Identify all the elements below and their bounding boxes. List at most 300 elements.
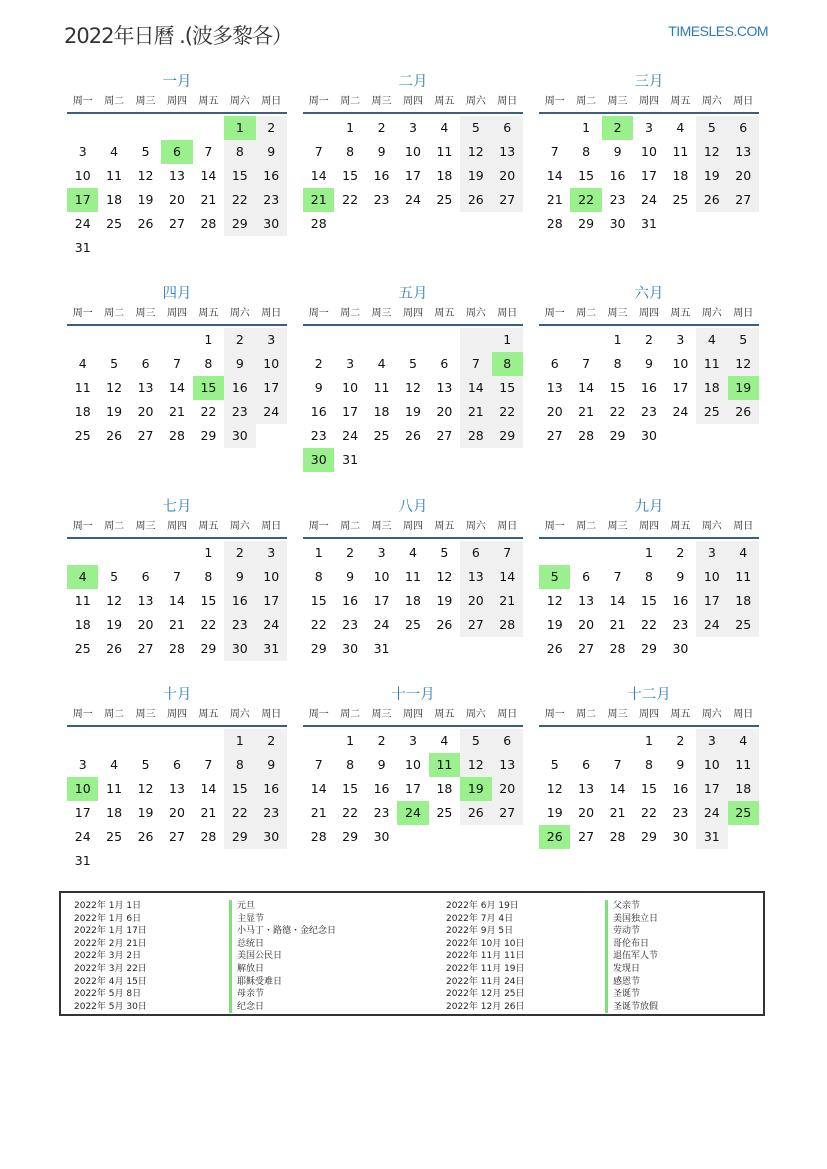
day-cell[interactable]: 14 (546, 168, 563, 183)
day-cell[interactable]: 14 (460, 376, 491, 400)
day-cell[interactable]: 22 (342, 805, 359, 820)
day-cell[interactable]: 5 (110, 569, 119, 584)
day-cell[interactable]: 30 (256, 212, 287, 236)
day-cell[interactable]: 14 (492, 565, 523, 589)
day-cell[interactable]: 3 (256, 328, 287, 352)
day-cell[interactable]: 24 (641, 192, 657, 207)
day-cell[interactable]: 26 (106, 428, 123, 443)
day-cell[interactable]: 27 (578, 641, 595, 656)
day-cell[interactable]: 17 (405, 781, 421, 796)
day-cell[interactable]: 6 (582, 757, 591, 772)
day-cell[interactable]: 30 (256, 825, 287, 849)
day-cell[interactable]: 27 (169, 829, 185, 844)
day-cell[interactable]: 6 (440, 356, 449, 371)
day-cell[interactable]: 14 (578, 380, 595, 395)
day-cell[interactable]: 5 (460, 729, 491, 753)
day-cell[interactable]: 20 (728, 164, 759, 188)
day-cell[interactable]: 18 (106, 192, 123, 207)
day-cell[interactable]: 6 (141, 356, 150, 371)
day-cell[interactable]: 25 (728, 801, 759, 825)
day-cell[interactable]: 14 (310, 781, 327, 796)
day-cell[interactable]: 21 (609, 805, 626, 820)
day-cell[interactable]: 30 (672, 641, 689, 656)
day-cell[interactable]: 4 (377, 356, 386, 371)
day-cell[interactable]: 2 (256, 729, 287, 753)
day-cell[interactable]: 13 (137, 380, 154, 395)
day-cell[interactable]: 9 (314, 380, 323, 395)
day-cell[interactable]: 17 (256, 376, 287, 400)
day-cell[interactable]: 15 (492, 376, 523, 400)
day-cell[interactable]: 21 (200, 192, 217, 207)
day-cell[interactable]: 15 (224, 777, 255, 801)
day-cell[interactable]: 22 (224, 801, 255, 825)
day-cell[interactable]: 29 (609, 428, 626, 443)
day-cell[interactable]: 30 (641, 428, 657, 443)
day-cell[interactable]: 5 (539, 565, 570, 589)
day-cell[interactable]: 29 (641, 829, 657, 844)
day-cell[interactable]: 22 (200, 617, 217, 632)
day-cell[interactable]: 2 (256, 116, 287, 140)
day-cell[interactable]: 20 (492, 777, 523, 801)
day-cell[interactable]: 14 (200, 168, 217, 183)
day-cell[interactable]: 23 (224, 613, 255, 637)
day-cell[interactable]: 5 (460, 116, 491, 140)
day-cell[interactable]: 15 (578, 168, 595, 183)
day-cell[interactable]: 27 (460, 613, 491, 637)
day-cell[interactable]: 25 (728, 613, 759, 637)
day-cell[interactable]: 3 (346, 356, 355, 371)
day-cell[interactable]: 30 (224, 637, 255, 661)
day-cell[interactable]: 10 (696, 565, 727, 589)
day-cell[interactable]: 5 (409, 356, 417, 371)
day-cell[interactable]: 28 (200, 829, 217, 844)
day-cell[interactable]: 4 (676, 120, 685, 135)
day-cell[interactable]: 21 (169, 617, 185, 632)
day-cell[interactable]: 15 (342, 168, 359, 183)
day-cell[interactable]: 19 (696, 164, 727, 188)
day-cell[interactable]: 6 (141, 569, 150, 584)
day-cell[interactable]: 7 (204, 144, 213, 159)
day-cell[interactable]: 5 (696, 116, 727, 140)
day-cell[interactable]: 16 (641, 380, 657, 395)
day-cell[interactable]: 25 (405, 617, 421, 632)
day-cell[interactable]: 30 (672, 829, 689, 844)
day-cell[interactable]: 26 (137, 216, 154, 231)
day-cell[interactable]: 7 (550, 144, 559, 159)
day-cell[interactable]: 18 (74, 404, 91, 419)
day-cell[interactable]: 10 (67, 777, 98, 801)
day-cell[interactable]: 22 (342, 192, 359, 207)
day-cell[interactable]: 24 (397, 801, 428, 825)
day-cell[interactable]: 18 (106, 805, 123, 820)
day-cell[interactable]: 10 (641, 144, 657, 159)
day-cell[interactable]: 19 (728, 376, 759, 400)
day-cell[interactable]: 29 (200, 428, 217, 443)
day-cell[interactable]: 14 (609, 593, 626, 608)
day-cell[interactable]: 12 (137, 781, 154, 796)
day-cell[interactable]: 15 (193, 376, 224, 400)
day-cell[interactable]: 16 (256, 777, 287, 801)
day-cell[interactable]: 1 (204, 332, 213, 347)
day-cell[interactable]: 23 (342, 617, 359, 632)
day-cell[interactable]: 13 (546, 380, 563, 395)
day-cell[interactable]: 13 (728, 140, 759, 164)
day-cell[interactable]: 3 (645, 120, 653, 135)
day-cell[interactable]: 4 (728, 541, 759, 565)
day-cell[interactable]: 20 (578, 805, 595, 820)
day-cell[interactable]: 4 (440, 120, 449, 135)
day-cell[interactable]: 7 (460, 352, 491, 376)
day-cell[interactable]: 28 (492, 613, 523, 637)
day-cell[interactable]: 28 (310, 829, 327, 844)
day-cell[interactable]: 15 (342, 781, 359, 796)
day-cell[interactable]: 1 (224, 729, 255, 753)
day-cell[interactable]: 11 (728, 753, 759, 777)
day-cell[interactable]: 22 (310, 617, 327, 632)
day-cell[interactable]: 6 (173, 757, 181, 772)
day-cell[interactable]: 3 (256, 541, 287, 565)
day-cell[interactable]: 3 (78, 144, 87, 159)
day-cell[interactable]: 11 (106, 781, 123, 796)
day-cell[interactable]: 10 (405, 144, 421, 159)
day-cell[interactable]: 27 (492, 188, 523, 212)
day-cell[interactable]: 7 (582, 356, 591, 371)
day-cell[interactable]: 10 (256, 352, 287, 376)
day-cell[interactable]: 4 (409, 545, 417, 560)
day-cell[interactable]: 11 (74, 593, 91, 608)
day-cell[interactable]: 3 (409, 120, 417, 135)
day-cell[interactable]: 24 (405, 192, 421, 207)
day-cell[interactable]: 4 (110, 144, 119, 159)
day-cell[interactable]: 19 (106, 404, 123, 419)
day-cell[interactable]: 15 (641, 593, 657, 608)
day-cell[interactable]: 14 (310, 168, 327, 183)
day-cell[interactable]: 16 (373, 168, 390, 183)
day-cell[interactable]: 17 (74, 805, 91, 820)
day-cell[interactable]: 31 (342, 452, 359, 467)
day-cell[interactable]: 19 (546, 805, 563, 820)
day-cell[interactable]: 28 (546, 216, 563, 231)
day-cell[interactable]: 4 (440, 733, 449, 748)
day-cell[interactable]: 17 (67, 188, 98, 212)
day-cell[interactable]: 12 (696, 140, 727, 164)
day-cell[interactable]: 17 (405, 168, 421, 183)
day-cell[interactable]: 15 (200, 593, 217, 608)
day-cell[interactable]: 13 (436, 380, 453, 395)
day-cell[interactable]: 9 (377, 757, 386, 772)
day-cell[interactable]: 5 (440, 545, 449, 560)
day-cell[interactable]: 11 (74, 380, 91, 395)
day-cell[interactable]: 23 (256, 801, 287, 825)
day-cell[interactable]: 19 (106, 617, 123, 632)
day-cell[interactable]: 8 (346, 144, 355, 159)
day-cell[interactable]: 6 (161, 140, 192, 164)
day-cell[interactable]: 30 (342, 641, 359, 656)
day-cell[interactable]: 26 (546, 641, 563, 656)
day-cell[interactable]: 24 (74, 216, 91, 231)
day-cell[interactable]: 14 (609, 781, 626, 796)
day-cell[interactable]: 28 (578, 428, 595, 443)
day-cell[interactable]: 8 (582, 144, 591, 159)
day-cell[interactable]: 13 (492, 753, 523, 777)
day-cell[interactable]: 26 (539, 825, 570, 849)
day-cell[interactable]: 19 (137, 192, 154, 207)
day-cell[interactable]: 17 (342, 404, 359, 419)
day-cell[interactable]: 31 (256, 637, 287, 661)
day-cell[interactable]: 2 (676, 733, 685, 748)
day-cell[interactable]: 12 (546, 781, 563, 796)
day-cell[interactable]: 25 (373, 428, 390, 443)
day-cell[interactable]: 11 (405, 569, 421, 584)
day-cell[interactable]: 5 (141, 144, 150, 159)
day-cell[interactable]: 28 (609, 829, 626, 844)
day-cell[interactable]: 10 (373, 569, 390, 584)
day-cell[interactable]: 8 (224, 753, 255, 777)
day-cell[interactable]: 2 (676, 545, 685, 560)
day-cell[interactable]: 23 (672, 617, 689, 632)
day-cell[interactable]: 20 (137, 617, 154, 632)
day-cell[interactable]: 30 (373, 829, 390, 844)
day-cell[interactable]: 20 (460, 589, 491, 613)
day-cell[interactable]: 8 (314, 569, 323, 584)
day-cell[interactable]: 18 (373, 404, 390, 419)
day-cell[interactable]: 12 (546, 593, 563, 608)
day-cell[interactable]: 11 (696, 352, 727, 376)
day-cell[interactable]: 13 (169, 168, 185, 183)
day-cell[interactable]: 28 (169, 641, 185, 656)
day-cell[interactable]: 1 (314, 545, 323, 560)
day-cell[interactable]: 29 (641, 641, 657, 656)
day-cell[interactable]: 9 (224, 565, 255, 589)
day-cell[interactable]: 26 (106, 641, 123, 656)
day-cell[interactable]: 18 (405, 593, 421, 608)
day-cell[interactable]: 21 (200, 805, 217, 820)
day-cell[interactable]: 17 (696, 777, 727, 801)
day-cell[interactable]: 20 (492, 164, 523, 188)
day-cell[interactable]: 25 (74, 428, 91, 443)
day-cell[interactable]: 28 (310, 216, 327, 231)
day-cell[interactable]: 12 (106, 593, 123, 608)
day-cell[interactable]: 21 (169, 404, 185, 419)
day-cell[interactable]: 12 (436, 569, 453, 584)
day-cell[interactable]: 31 (74, 240, 91, 255)
day-cell[interactable]: 31 (641, 216, 657, 231)
day-cell[interactable]: 11 (429, 753, 460, 777)
day-cell[interactable]: 1 (582, 120, 591, 135)
day-cell[interactable]: 24 (74, 829, 91, 844)
day-cell[interactable]: 22 (641, 805, 657, 820)
day-cell[interactable]: 28 (169, 428, 185, 443)
day-cell[interactable]: 13 (169, 781, 185, 796)
day-cell[interactable]: 5 (110, 356, 119, 371)
day-cell[interactable]: 23 (224, 400, 255, 424)
day-cell[interactable]: 8 (346, 757, 355, 772)
day-cell[interactable]: 24 (256, 613, 287, 637)
day-cell[interactable]: 14 (169, 593, 185, 608)
day-cell[interactable]: 30 (609, 216, 626, 231)
day-cell[interactable]: 29 (578, 216, 595, 231)
day-cell[interactable]: 6 (492, 116, 523, 140)
day-cell[interactable]: 24 (342, 428, 359, 443)
day-cell[interactable]: 29 (224, 825, 255, 849)
day-cell[interactable]: 19 (460, 164, 491, 188)
day-cell[interactable]: 1 (645, 733, 653, 748)
day-cell[interactable]: 15 (224, 164, 255, 188)
day-cell[interactable]: 6 (582, 569, 591, 584)
day-cell[interactable]: 25 (106, 216, 123, 231)
day-cell[interactable]: 2 (346, 545, 355, 560)
day-cell[interactable]: 15 (609, 380, 626, 395)
day-cell[interactable]: 20 (546, 404, 563, 419)
day-cell[interactable]: 16 (310, 404, 327, 419)
day-cell[interactable]: 11 (373, 380, 390, 395)
day-cell[interactable]: 14 (200, 781, 217, 796)
day-cell[interactable]: 20 (169, 805, 185, 820)
day-cell[interactable]: 18 (728, 777, 759, 801)
day-cell[interactable]: 7 (492, 541, 523, 565)
day-cell[interactable]: 10 (256, 565, 287, 589)
day-cell[interactable]: 1 (492, 328, 523, 352)
day-cell[interactable]: 6 (492, 729, 523, 753)
day-cell[interactable]: 19 (460, 777, 491, 801)
day-cell[interactable]: 3 (696, 729, 727, 753)
day-cell[interactable]: 29 (492, 424, 523, 448)
day-cell[interactable]: 2 (645, 332, 653, 347)
day-cell[interactable]: 8 (204, 356, 213, 371)
day-cell[interactable]: 24 (373, 617, 390, 632)
day-cell[interactable]: 18 (672, 168, 689, 183)
day-cell[interactable]: 4 (728, 729, 759, 753)
day-cell[interactable]: 18 (436, 168, 453, 183)
day-cell[interactable]: 31 (74, 853, 91, 868)
day-cell[interactable]: 2 (377, 733, 386, 748)
day-cell[interactable]: 14 (169, 380, 185, 395)
day-cell[interactable]: 8 (492, 352, 523, 376)
day-cell[interactable]: 1 (224, 116, 255, 140)
day-cell[interactable]: 19 (546, 617, 563, 632)
day-cell[interactable]: 21 (310, 805, 327, 820)
day-cell[interactable]: 10 (342, 380, 359, 395)
day-cell[interactable]: 24 (696, 613, 727, 637)
day-cell[interactable]: 5 (728, 328, 759, 352)
day-cell[interactable]: 9 (256, 753, 287, 777)
day-cell[interactable]: 9 (224, 352, 255, 376)
day-cell[interactable]: 25 (672, 192, 689, 207)
day-cell[interactable]: 16 (672, 781, 689, 796)
day-cell[interactable]: 21 (303, 188, 334, 212)
day-cell[interactable]: 19 (405, 404, 421, 419)
day-cell[interactable]: 12 (405, 380, 421, 395)
day-cell[interactable]: 16 (224, 376, 255, 400)
day-cell[interactable]: 22 (492, 400, 523, 424)
day-cell[interactable]: 16 (672, 593, 689, 608)
day-cell[interactable]: 27 (578, 829, 595, 844)
day-cell[interactable]: 1 (613, 332, 622, 347)
day-cell[interactable]: 26 (460, 188, 491, 212)
day-cell[interactable]: 8 (204, 569, 213, 584)
day-cell[interactable]: 25 (436, 805, 453, 820)
day-cell[interactable]: 9 (676, 569, 685, 584)
day-cell[interactable]: 26 (696, 188, 727, 212)
day-cell[interactable]: 27 (169, 216, 185, 231)
day-cell[interactable]: 7 (204, 757, 213, 772)
day-cell[interactable]: 29 (200, 641, 217, 656)
day-cell[interactable]: 23 (641, 404, 657, 419)
day-cell[interactable]: 9 (645, 356, 653, 371)
day-cell[interactable]: 5 (550, 757, 559, 772)
brand-logo-text[interactable]: TIMESLES.COM (668, 23, 768, 39)
day-cell[interactable]: 22 (641, 617, 657, 632)
day-cell[interactable]: 25 (74, 641, 91, 656)
day-cell[interactable]: 28 (609, 641, 626, 656)
day-cell[interactable]: 15 (641, 781, 657, 796)
day-cell[interactable]: 9 (346, 569, 355, 584)
day-cell[interactable]: 31 (373, 641, 390, 656)
day-cell[interactable]: 20 (137, 404, 154, 419)
day-cell[interactable]: 4 (110, 757, 119, 772)
day-cell[interactable]: 1 (645, 545, 653, 560)
day-cell[interactable]: 5 (141, 757, 150, 772)
day-cell[interactable]: 10 (405, 757, 421, 772)
day-cell[interactable]: 12 (460, 140, 491, 164)
day-cell[interactable]: 12 (460, 753, 491, 777)
day-cell[interactable]: 22 (200, 404, 217, 419)
day-cell[interactable]: 21 (492, 589, 523, 613)
day-cell[interactable]: 21 (578, 404, 595, 419)
day-cell[interactable]: 2 (314, 356, 323, 371)
day-cell[interactable]: 22 (224, 188, 255, 212)
day-cell[interactable]: 1 (346, 733, 355, 748)
day-cell[interactable]: 16 (256, 164, 287, 188)
day-cell[interactable]: 13 (578, 593, 595, 608)
day-cell[interactable]: 7 (613, 757, 622, 772)
day-cell[interactable]: 10 (696, 753, 727, 777)
day-cell[interactable]: 9 (256, 140, 287, 164)
day-cell[interactable]: 3 (377, 545, 386, 560)
day-cell[interactable]: 6 (550, 356, 559, 371)
day-cell[interactable]: 18 (74, 617, 91, 632)
day-cell[interactable]: 4 (67, 565, 98, 589)
day-cell[interactable]: 25 (696, 400, 727, 424)
day-cell[interactable]: 26 (728, 400, 759, 424)
day-cell[interactable]: 6 (460, 541, 491, 565)
day-cell[interactable]: 7 (314, 757, 323, 772)
day-cell[interactable]: 26 (405, 428, 421, 443)
day-cell[interactable]: 13 (460, 565, 491, 589)
day-cell[interactable]: 16 (224, 589, 255, 613)
day-cell[interactable]: 17 (641, 168, 657, 183)
day-cell[interactable]: 23 (609, 192, 626, 207)
day-cell[interactable]: 11 (436, 144, 453, 159)
day-cell[interactable]: 20 (578, 617, 595, 632)
day-cell[interactable]: 23 (256, 188, 287, 212)
day-cell[interactable]: 7 (173, 356, 181, 371)
day-cell[interactable]: 2 (377, 120, 386, 135)
day-cell[interactable]: 3 (78, 757, 87, 772)
day-cell[interactable]: 20 (436, 404, 453, 419)
day-cell[interactable]: 23 (672, 805, 689, 820)
day-cell[interactable]: 8 (645, 757, 653, 772)
day-cell[interactable]: 4 (78, 356, 87, 371)
day-cell[interactable]: 3 (676, 332, 685, 347)
day-cell[interactable]: 31 (696, 825, 727, 849)
day-cell[interactable]: 27 (728, 188, 759, 212)
day-cell[interactable]: 30 (224, 424, 255, 448)
day-cell[interactable]: 17 (672, 380, 689, 395)
day-cell[interactable]: 17 (696, 589, 727, 613)
day-cell[interactable]: 29 (224, 212, 255, 236)
day-cell[interactable]: 26 (436, 617, 453, 632)
